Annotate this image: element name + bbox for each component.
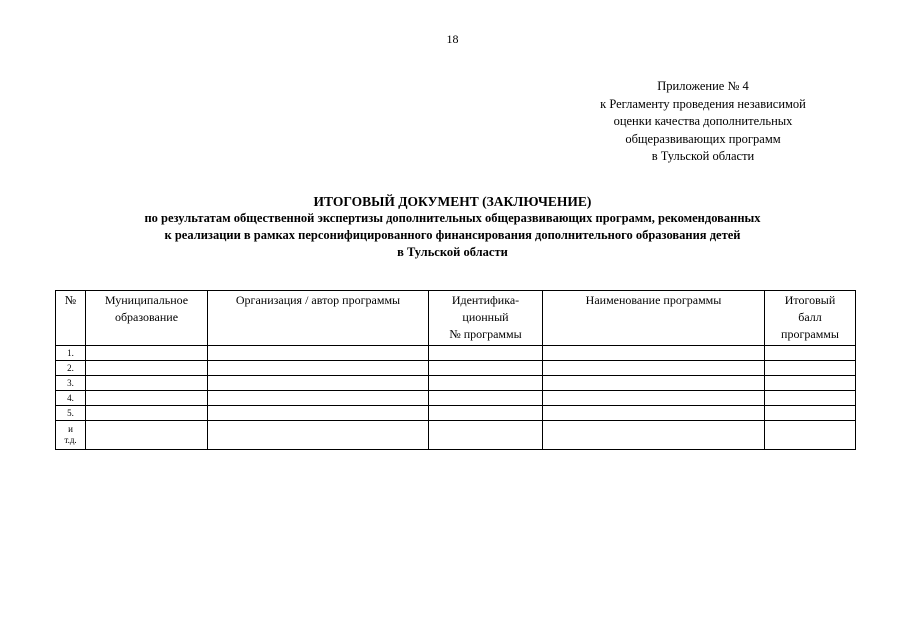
table-cell xyxy=(86,361,208,376)
header-text: № xyxy=(64,293,77,307)
results-table xyxy=(55,290,856,450)
table-cell xyxy=(765,346,856,361)
appendix-line: к Регламенту проведения независимой xyxy=(600,96,806,111)
row-number-line: и xyxy=(68,424,73,434)
page-number: 18 xyxy=(446,32,459,46)
header-text: образование xyxy=(114,310,179,324)
header-text: Организация / автор программы xyxy=(235,293,401,307)
table-cell xyxy=(208,376,429,391)
column-header-final-score xyxy=(765,291,856,346)
table-header-row xyxy=(56,291,856,346)
header-text: программы xyxy=(781,327,839,341)
table-cell xyxy=(208,421,429,450)
header-text: № программы xyxy=(449,327,522,341)
appendix-line: Приложение № 4 xyxy=(657,79,749,93)
header-text: ционный xyxy=(462,310,509,324)
table-cell xyxy=(86,406,208,421)
table-cell xyxy=(429,376,543,391)
table-row xyxy=(56,391,856,406)
title-subtitle-line: по результатам общественной экспертизы дополнительных общеразвивающих программ, рекомендованных xyxy=(144,211,761,225)
row-number xyxy=(56,421,86,450)
table-cell xyxy=(208,361,429,376)
table-cell xyxy=(543,421,765,450)
table-cell xyxy=(543,346,765,361)
header-text: Наименование программы xyxy=(585,293,722,307)
column-header-number xyxy=(56,291,86,346)
table-cell xyxy=(543,376,765,391)
table-cell xyxy=(765,361,856,376)
appendix-line: общеразвивающих программ xyxy=(625,131,781,146)
row-number: 1. xyxy=(56,346,86,361)
table-cell xyxy=(543,361,765,376)
table-cell xyxy=(429,421,543,450)
table-cell xyxy=(765,376,856,391)
table-cell xyxy=(208,391,429,406)
table-cell xyxy=(429,391,543,406)
document-title xyxy=(0,193,905,261)
table-cell xyxy=(543,391,765,406)
column-header-program-id xyxy=(429,291,543,346)
table-cell xyxy=(765,406,856,421)
table-cell xyxy=(208,346,429,361)
table-row xyxy=(56,406,856,421)
table-cell xyxy=(765,421,856,450)
header-text: балл xyxy=(798,310,822,324)
row-number: 2. xyxy=(56,361,86,376)
header-text: Итоговый xyxy=(784,293,836,307)
table-row xyxy=(56,376,856,391)
table-cell xyxy=(765,391,856,406)
table-row xyxy=(56,346,856,361)
appendix-reference xyxy=(572,78,834,166)
row-number-line: т.д. xyxy=(64,435,77,445)
table-cell xyxy=(86,421,208,450)
table-cell xyxy=(429,361,543,376)
row-number: 5. xyxy=(56,406,86,421)
table-cell xyxy=(86,346,208,361)
title-subtitle-line: в Тульской области xyxy=(397,245,508,259)
appendix-line: в Тульской области xyxy=(651,149,755,163)
table-row xyxy=(56,361,856,376)
column-header-municipality xyxy=(86,291,208,346)
header-text: Идентифика- xyxy=(451,293,520,307)
row-number: 3. xyxy=(56,376,86,391)
table-cell xyxy=(86,391,208,406)
table-cell xyxy=(429,406,543,421)
appendix-line: оценки качества дополнительных xyxy=(613,114,793,128)
title-subtitle-line: к реализации в рамках персонифицированного финансирования дополнительного образования детей xyxy=(164,228,741,242)
table-cell xyxy=(208,406,429,421)
column-header-organization xyxy=(208,291,429,346)
table-cell xyxy=(429,346,543,361)
column-header-program-name xyxy=(543,291,765,346)
row-number: 4. xyxy=(56,391,86,406)
table-cell xyxy=(86,376,208,391)
title-main: ИТОГОВЫЙ ДОКУМЕНТ (ЗАКЛЮЧЕНИЕ) xyxy=(313,194,592,209)
header-text: Муниципальное xyxy=(104,293,189,307)
table-cell xyxy=(543,406,765,421)
table-row xyxy=(56,421,856,450)
